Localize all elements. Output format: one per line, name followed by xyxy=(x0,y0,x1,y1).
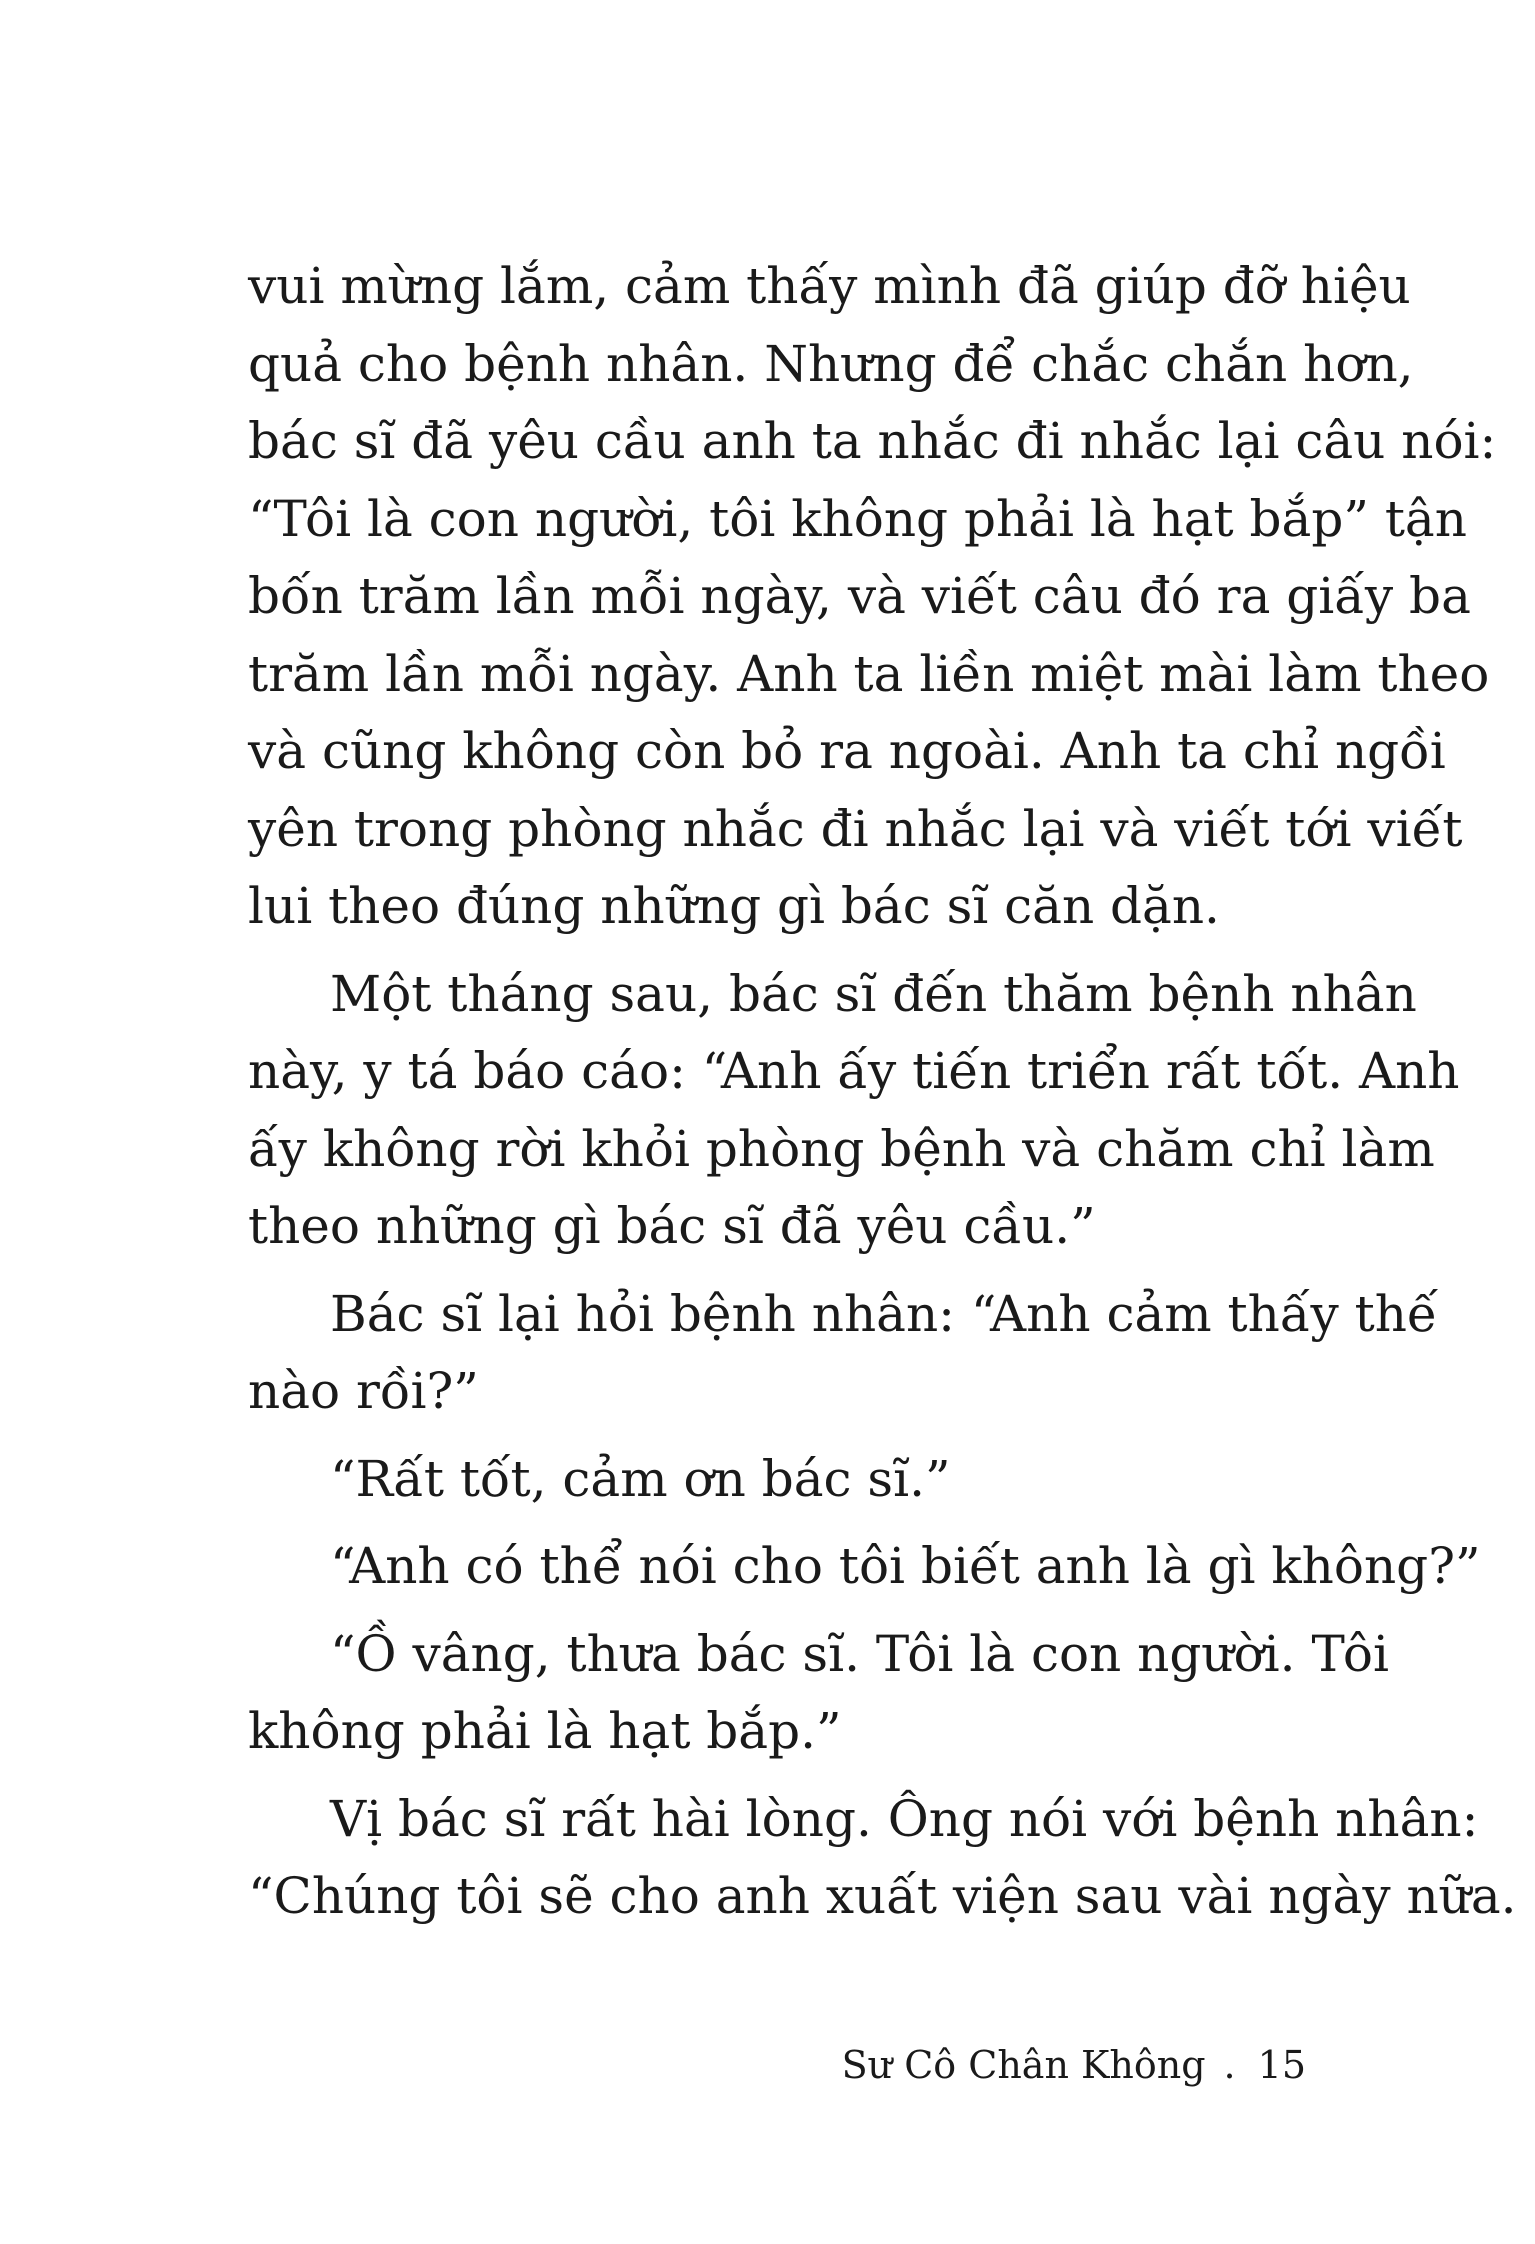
text-line: trăm lần mỗi ngày. Anh ta liền miệt mài làm theo xyxy=(248,644,1490,703)
dialogue-line: “Anh có thể nói cho tôi biết anh là gì không?” xyxy=(330,1537,1481,1595)
text-line: lui theo đúng những gì bác sĩ căn dặn. xyxy=(248,877,1220,935)
paragraph-start-line: Bác sĩ lại hỏi bệnh nhân: “Anh cảm thấy thế xyxy=(330,1284,1438,1343)
text-line: “Tôi là con người, tôi không phải là hạt bắp” tận xyxy=(248,489,1467,548)
text-line: này, y tá báo cáo: “Anh ấy tiến triển rất tốt. Anh xyxy=(248,1042,1460,1100)
dialogue-line: “Ồ vâng, thưa bác sĩ. Tôi là con người. Tôi xyxy=(330,1624,1389,1683)
dialogue-line: “Rất tốt, cảm ơn bác sĩ.” xyxy=(330,1449,951,1508)
footer-author: Sư Cô Chân Không xyxy=(841,2043,1206,2087)
text-line: “Chúng tôi sẽ cho anh xuất viện sau vài ngày nữa. xyxy=(248,1867,1517,1925)
running-footer xyxy=(842,2040,1306,2090)
text-line: bốn trăm lần mỗi ngày, và viết câu đó ra giấy ba xyxy=(248,567,1471,625)
paragraph-start-line: Một tháng sau, bác sĩ đến thăm bệnh nhân xyxy=(330,964,1417,1023)
text-line: theo những gì bác sĩ đã yêu cầu.” xyxy=(248,1197,1096,1255)
text-line: và cũng không còn bỏ ra ngoài. Anh ta chỉ ngồi xyxy=(248,722,1446,780)
paragraph-start-line: Vị bác sĩ rất hài lòng. Ông nói với bệnh nhân: xyxy=(330,1789,1479,1848)
text-line: vui mừng lắm, cảm thấy mình đã giúp đỡ hiệu xyxy=(248,257,1411,315)
text-line: yên trong phòng nhắc đi nhắc lại và viết tới viết xyxy=(248,799,1463,858)
page-body-text xyxy=(248,248,1517,1936)
text-line: ấy không rời khỏi phòng bệnh và chăm chỉ làm xyxy=(248,1119,1435,1178)
text-line: quả cho bệnh nhân. Nhưng để chắc chắn hơn, xyxy=(248,334,1414,393)
page-number: 15 xyxy=(1257,2043,1306,2087)
footer-separator: . xyxy=(1223,2043,1236,2087)
text-line: bác sĩ đã yêu cầu anh ta nhắc đi nhắc lại câu nói: xyxy=(248,412,1497,470)
text-line: nào rồi?” xyxy=(248,1362,479,1420)
text-line: không phải là hạt bắp.” xyxy=(248,1702,842,1760)
